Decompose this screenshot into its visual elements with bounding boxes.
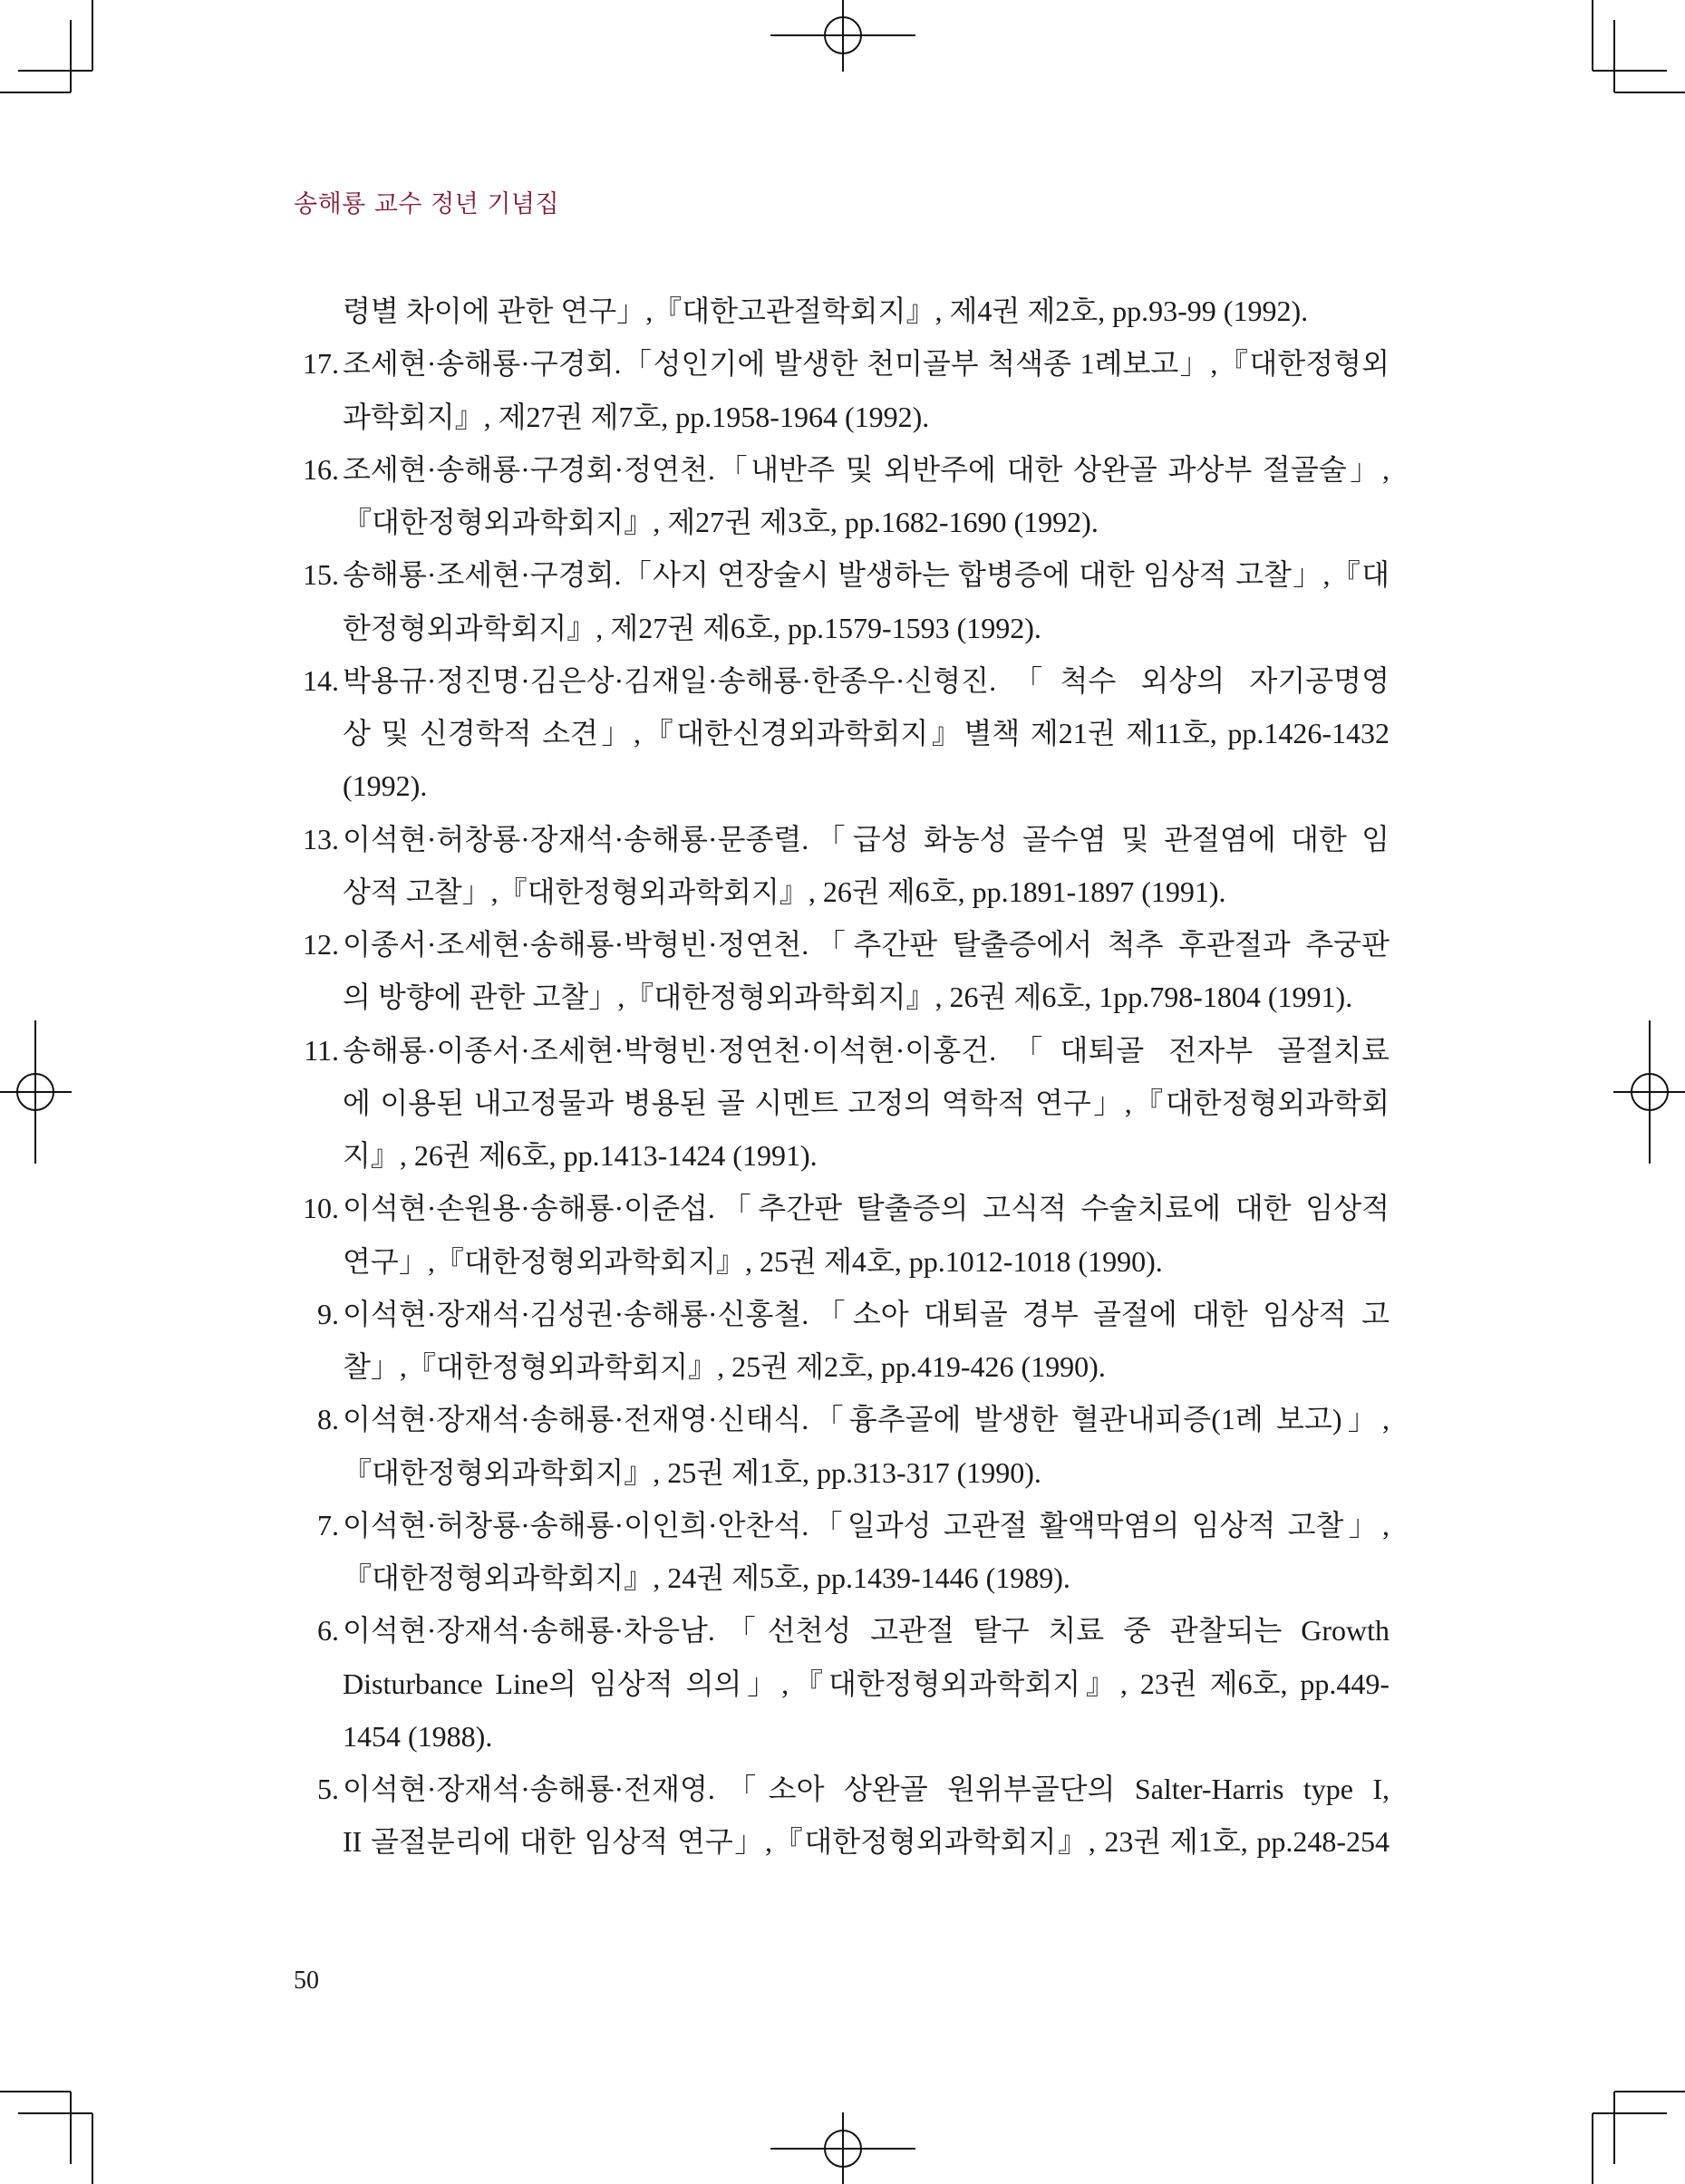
reference-line <box>294 1288 1390 1340</box>
reference-text: 한정형외과학회지』, 제27권 제6호, pp.1579-1593 (1992). <box>343 611 1041 644</box>
reference-text: (1992). <box>343 769 428 803</box>
reference-line <box>294 1340 1390 1393</box>
crop-mark-top-left <box>0 0 92 92</box>
reference-line <box>294 548 1390 601</box>
reference-text: 1454 (1988). <box>343 1719 493 1753</box>
reference-list <box>294 285 1390 1869</box>
reference-text: 송해룡·조세현·구경회.「사지 연장술시 발생하는 합병증에 대한 임상적 고찰」,『대 <box>343 558 1390 592</box>
page-number: 50 <box>294 1967 319 1995</box>
registration-mark-top <box>770 0 915 72</box>
reference-number: 10. <box>303 1192 339 1225</box>
reference-line <box>294 1446 1390 1499</box>
reference-line <box>294 602 1390 654</box>
reference-line <box>294 1815 1390 1868</box>
reference-text: 령별 차이에 관한 연구」,『대한고관절학회지』, 제4권 제2호, pp.93-99 (1992). <box>343 295 1309 327</box>
registration-mark-bottom <box>770 2112 915 2184</box>
reference-text: 『대한정형외과학회지』, 제27권 제3호, pp.1682-1690 (1992). <box>343 506 1099 538</box>
reference-number: 6. <box>317 1614 339 1648</box>
reference-text: 과학회지』, 제27권 제7호, pp.1958-1964 (1992). <box>343 400 930 433</box>
reference-text: 조세현·송해룡·구경회.「성인기에 발생한 천미골부 척색종 1례보고」,『대한정형외 <box>343 347 1390 381</box>
reference-text: 의 방향에 관한 고찰」,『대한정형외과학회지』, 26권 제6호, 1pp.798-1804 (1991). <box>343 981 1353 1014</box>
reference-line <box>294 1077 1390 1129</box>
reference-text: 지』, 26권 제6호, pp.1413-1424 (1991). <box>343 1139 818 1172</box>
reference-text: 송해룡·이종서·조세현·박형빈·정연천·이석현·이홍건.「대퇴골 전자부 골절치료 <box>343 1033 1390 1067</box>
reference-line <box>294 918 1390 971</box>
reference-text: 이석현·장재석·송해룡·차응남.「선천성 고관절 탈구 치료 중 관찰되는 Growth <box>343 1614 1390 1648</box>
reference-entry <box>294 548 1390 654</box>
reference-entry <box>294 285 1390 337</box>
reference-text: 상 및 신경학적 소견」,『대한신경외과학회지』별책 제21권 제11호, pp.1426-1432 <box>343 717 1390 749</box>
reference-text: 이석현·장재석·김성권·송해룡·신홍철.「소아 대퇴골 경부 골절에 대한 임상적 고 <box>343 1297 1390 1330</box>
reference-entry <box>294 654 1390 813</box>
reference-text: 이석현·허창룡·장재석·송해룡·문종렬.「급성 화농성 골수염 및 관절염에 대한 임 <box>343 822 1390 855</box>
reference-entry <box>294 918 1390 1024</box>
reference-line <box>294 1763 1390 1815</box>
reference-line <box>294 1393 1390 1445</box>
reference-text: 조세현·송해룡·구경회·정연천.「내반주 및 외반주에 대한 상완골 과상부 절골술」, <box>343 452 1390 486</box>
reference-text: 박용규·정진명·김은상·김재일·송해룡·한종우·신형진.「척수 외상의 자기공명영 <box>343 663 1390 697</box>
reference-entry <box>294 1499 1390 1605</box>
crop-mark-top-right <box>1593 0 1685 92</box>
registration-mark-left <box>0 1020 72 1164</box>
reference-line <box>294 285 1390 337</box>
reference-line <box>294 1024 1390 1077</box>
reference-line <box>294 971 1390 1023</box>
reference-line <box>294 496 1390 548</box>
reference-text: 이석현·손원용·송해룡·이준섭.「추간판 탈출증의 고식적 수술치료에 대한 임상적 <box>343 1192 1390 1225</box>
reference-text: II 골절분리에 대한 임상적 연구」,『대한정형외과학회지』, 23권 제1호, pp.248-254 <box>343 1825 1390 1859</box>
running-header: 송해룡 교수 정년 기념집 <box>294 190 560 218</box>
reference-line <box>294 443 1390 496</box>
reference-entry <box>294 1763 1390 1869</box>
reference-text: 『대한정형외과학회지』, 25권 제1호, pp.313-317 (1990). <box>343 1455 1041 1489</box>
reference-text: 이석현·허창룡·송해룡·이인희·안찬석.「일과성 고관절 활액막염의 임상적 고찰」, <box>343 1508 1390 1541</box>
reference-number: 14. <box>303 663 339 697</box>
reference-entry <box>294 443 1390 549</box>
reference-text: 에 이용된 내고정물과 병용된 골 시멘트 고정의 역학적 연구」,『대한정형외과학회 <box>343 1086 1390 1119</box>
reference-entry <box>294 1288 1390 1394</box>
reference-text: 찰」,『대한정형외과학회지』, 25권 제2호, pp.419-426 (1990). <box>343 1350 1106 1383</box>
reference-entry <box>294 813 1390 919</box>
reference-line <box>294 1499 1390 1551</box>
reference-line <box>294 865 1390 918</box>
reference-line <box>294 813 1390 865</box>
reference-number: 12. <box>303 928 339 961</box>
reference-text: 『대한정형외과학회지』, 24권 제5호, pp.1439-1446 (1989). <box>343 1561 1070 1594</box>
reference-line <box>294 1657 1390 1710</box>
reference-line <box>294 337 1390 390</box>
reference-number: 7. <box>317 1508 339 1541</box>
reference-entry <box>294 1024 1390 1183</box>
reference-number: 11. <box>304 1033 339 1067</box>
reference-number: 13. <box>303 822 339 855</box>
reference-line <box>294 1235 1390 1288</box>
reference-line <box>294 1710 1390 1763</box>
reference-number: 8. <box>317 1403 339 1436</box>
reference-text: 이석현·장재석·송해룡·전재영.「소아 상완골 원위부골단의 Salter-Harris type I, <box>343 1773 1390 1805</box>
reference-line <box>294 391 1390 443</box>
reference-entry <box>294 1393 1390 1499</box>
reference-text: 상적 고찰」,『대한정형외과학회지』, 26권 제6호, pp.1891-1897 (1991). <box>343 875 1226 908</box>
reference-text: 연구」,『대한정형외과학회지』, 25권 제4호, pp.1012-1018 (1990). <box>343 1244 1163 1278</box>
reference-text: 이종서·조세현·송해룡·박형빈·정연천.「추간판 탈출증에서 척추 후관절과 추궁판 <box>343 928 1390 961</box>
reference-line <box>294 759 1390 812</box>
reference-number: 5. <box>317 1773 339 1805</box>
reference-entry <box>294 1604 1390 1763</box>
reference-line <box>294 654 1390 707</box>
reference-line <box>294 1129 1390 1182</box>
registration-mark-right <box>1613 1020 1685 1164</box>
reference-line <box>294 1182 1390 1234</box>
reference-number: 16. <box>303 452 339 486</box>
reference-line <box>294 1604 1390 1657</box>
reference-entry <box>294 337 1390 443</box>
crop-mark-bottom-left <box>0 2092 92 2184</box>
reference-number: 9. <box>317 1297 339 1330</box>
reference-line <box>294 1551 1390 1604</box>
reference-text: 이석현·장재석·송해룡·전재영·신태식.「흉추골에 발생한 혈관내피증(1례 보고)」, <box>343 1403 1390 1436</box>
crop-mark-bottom-right <box>1593 2092 1685 2184</box>
reference-line <box>294 707 1390 759</box>
reference-number: 17. <box>303 347 339 381</box>
reference-text: Disturbance Line의 임상적 의의」,『대한정형외과학회지』, 23권 제6호, pp.449- <box>343 1667 1390 1700</box>
reference-number: 15. <box>303 558 339 592</box>
reference-entry <box>294 1182 1390 1288</box>
